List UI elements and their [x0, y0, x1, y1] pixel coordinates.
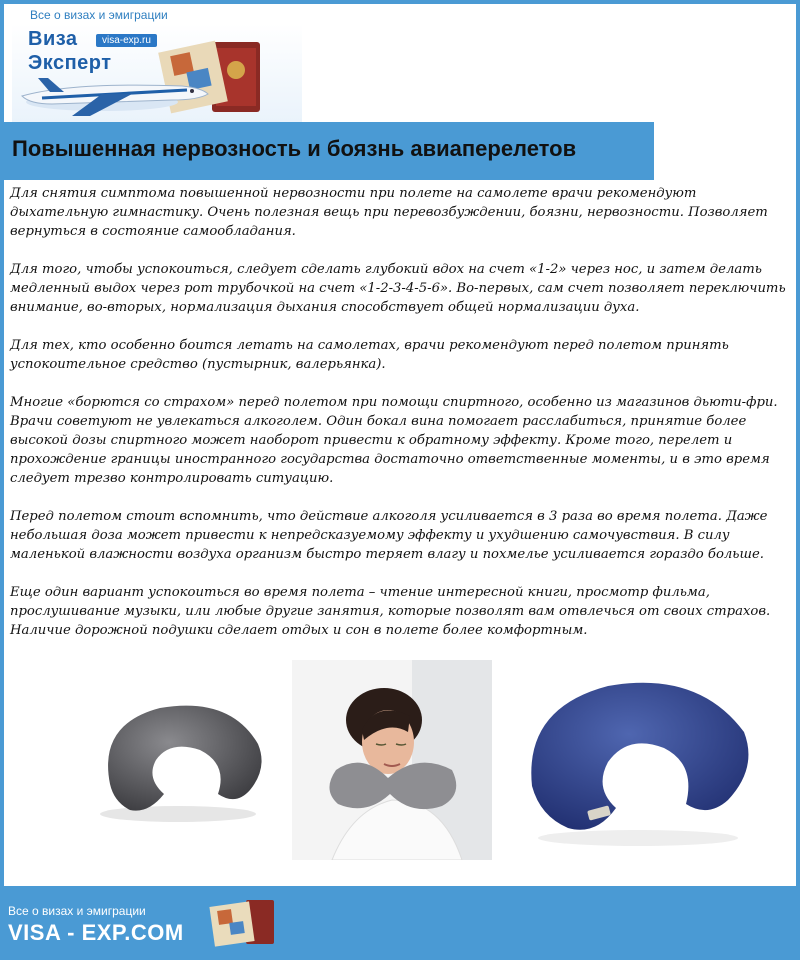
article-body — [10, 184, 790, 659]
gray-pillow-image — [90, 694, 266, 824]
woman-with-pillow-image — [292, 660, 492, 860]
blue-pillow-image — [518, 668, 758, 848]
logo-brand-line1: Виза — [28, 28, 78, 50]
article-paragraph: Для того, чтобы успокоиться, следует сделать глубокий вдох на счет «1-2» через нос, и затем делать медленный выдох через рот трубочкой на счет «1-2-3-4-5-6». Во-первых, сам счет позволяет переключить внимание, во-вторых, нормализация дыхания способствует общей нормализации духа. — [10, 262, 786, 315]
site-header — [4, 4, 796, 122]
site-footer — [0, 886, 800, 960]
logo-brand-line2: Эксперт — [28, 52, 112, 74]
pillow-images — [4, 656, 796, 866]
article-title-bar — [4, 122, 654, 180]
article-paragraph: Многие «борются со страхом» перед полетом при помощи спиртного, особенно из магазинов дьюти-фри. Врачи советуют не увлекаться алкоголем. Один бокал вина помогает расслабиться, принятие более высокой дозы спиртного может наоборот привести к обратному эффекту. Кроме того, перелет и прохождение границы иностранного государства достаточно ответственные моменты, и в это время следует трезво контролировать ситуацию. — [10, 395, 778, 486]
article-paragraph: Для снятия симптома повышенной нервозности при полете на самолете врачи рекомендуют дыхательную гимнастику. Очень полезная вещь при перевозбуждении, боязни, нервозности. Позволяет вернуться в состояние самообладания. — [10, 186, 768, 239]
passport-icon — [208, 894, 278, 950]
page-title: Повышенная нервозность и боязнь авиаперелетов — [12, 136, 577, 161]
site-tagline: Все о визах и эмиграции — [30, 8, 168, 22]
article-paragraph: Перед полетом стоит вспомнить, что действие алкоголя усиливается в 3 раза во время полета. Даже небольшая доза может привести к непредсказуемому эффекту и ухудшению самочувствия. В силу маленькой влажности воздуха организм быстро теряет влагу и похмелье усиливается гораздо больше. — [10, 509, 768, 562]
footer-brand-link[interactable]: VISA - EXP.COM — [8, 920, 184, 945]
logo-url: visa-exp.ru — [96, 34, 157, 47]
site-logo[interactable] — [12, 24, 302, 122]
footer-tagline: Все о визах и эмиграции — [8, 904, 146, 918]
article-paragraph: Для тех, кто особенно боится летать на самолетах, врачи рекомендуют перед полетом принять успокоительное средство (пустырник, валерьянка). — [10, 338, 729, 372]
article-paragraph: Еще один вариант успокоиться во время полета – чтение интересной книги, просмотр фильма, прослушивание музыки, или любые другие занятия, которые позволят вам отвлечься от своих страхов. Наличие дорожной подушки сделает отдых и сон в полете более комфортным. — [10, 585, 771, 638]
page — [4, 4, 796, 886]
